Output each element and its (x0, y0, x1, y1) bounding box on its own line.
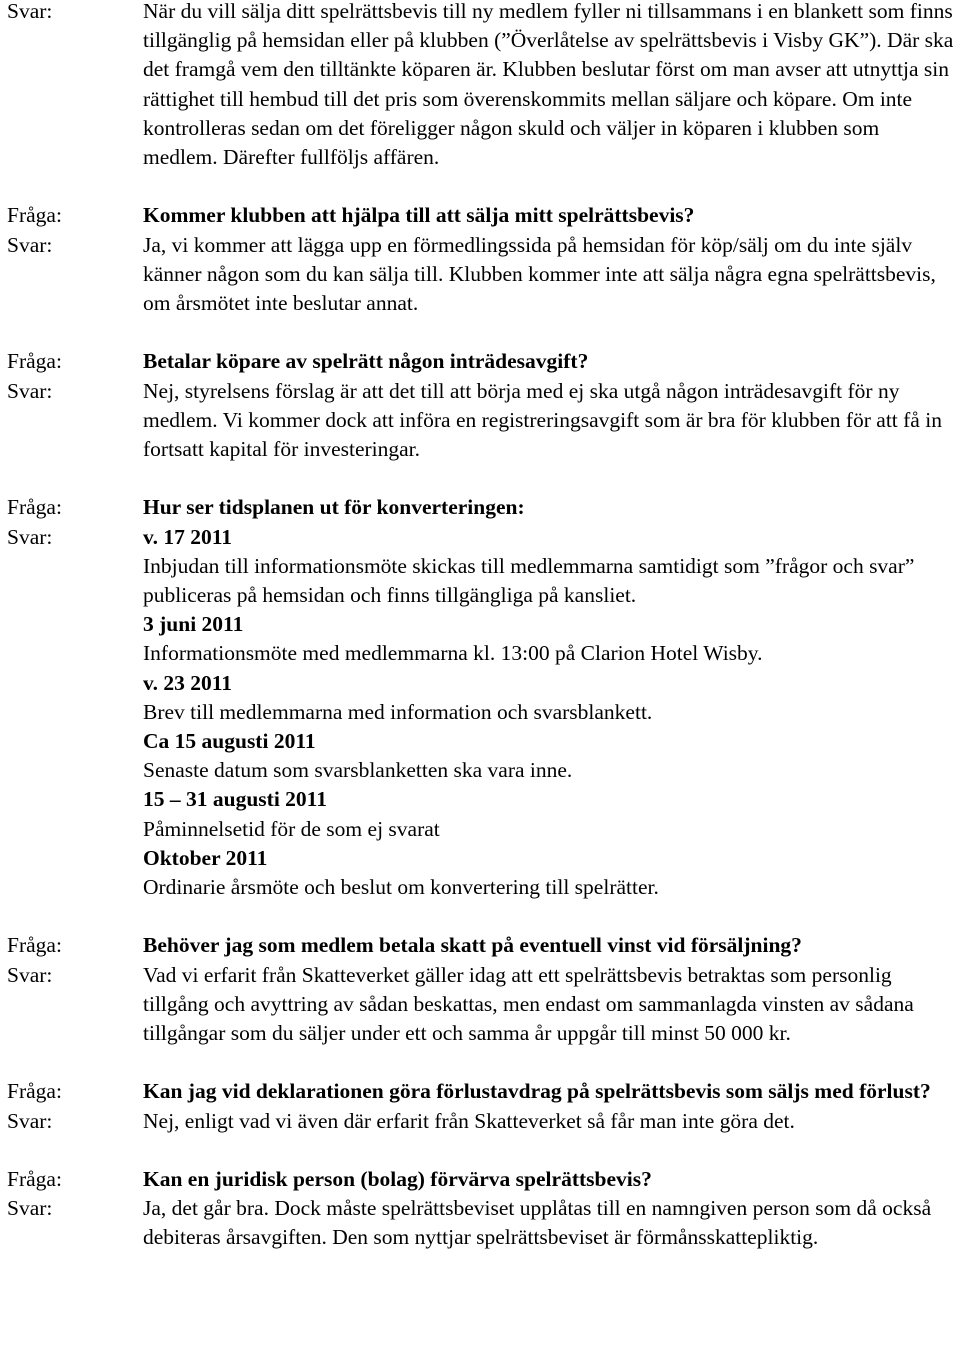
timeline-date: 3 juni 2011 (143, 612, 244, 637)
qa-block-1 (7, 0, 957, 172)
answer-label: Svar: (7, 378, 53, 403)
qa-block-7 (7, 1165, 957, 1253)
timeline-date: 15 – 31 augusti 2011 (143, 787, 327, 812)
answer-text: Nej, styrelsens förslag är att det till att börja med ej ska utgå någon inträdesavgift för ny medlem. Vi kommer dock att införa en registreringsavgift som är bra för klubben för att få in fortsatt kapital för investeringar. (143, 378, 942, 462)
question-label: Fråga: (7, 1079, 62, 1104)
answer-text: När du vill sälja ditt spelrättsbevis till ny medlem fyller ni tillsammans i en blankett som finns tillgänglig på hemsidan eller på klubben (”Överlåtelse av spelrättsbevis i Visby GK”). Där ska det framgå vem den tilltänkte köparen är. Klubben beslutar först om man avser att utnyttja sin rättighet till hembud till det pris som överenskommits mellan säljare och köpare. Om inte kontrolleras sedan om det föreligger någon skuld och väljer in köparen i klubben som medlem. Därefter fullföljs affären. (143, 0, 954, 170)
qa-block-2 (7, 201, 957, 318)
question-text: Kan jag vid deklarationen göra förlustavdrag på spelrättsbevis som säljs med förlust? (143, 1079, 931, 1104)
timeline-text: Senaste datum som svarsblanketten ska vara inne. (143, 758, 573, 783)
question-label: Fråga: (7, 933, 62, 958)
answer-label: Svar: (7, 1108, 53, 1133)
question-text: Kommer klubben att hjälpa till att sälja mitt spelrättsbevis? (143, 203, 695, 228)
qa-block-6 (7, 1077, 957, 1135)
timeline-text: Informationsmöte med medlemmarna kl. 13:00 på Clarion Hotel Wisby. (143, 641, 763, 666)
answer-text: Ja, vi kommer att lägga upp en förmedlingssida på hemsidan för köp/sälj om du inte själv känner någon som du kan sälja till. Klubben kommer inte att sälja några egna spelrättsbevis, om årsmötet inte beslutar annat. (143, 232, 936, 316)
answer-label: Svar: (7, 524, 53, 549)
timeline-text: Påminnelsetid för de som ej svarat (143, 816, 440, 841)
timeline-text: Brev till medlemmarna med information och svarsblankett. (143, 699, 653, 724)
question-label: Fråga: (7, 495, 62, 520)
timeline (143, 523, 957, 903)
answer-text: Vad vi erfarit från Skatteverket gäller idag att ett spelrättsbevis betraktas som personlig tillgång och avyttring av sådan beskattas, men endast om sammanlagda vinsten av sådana tillgångar som du säljer under ett och samma år uppgår till minst 50 000 kr. (143, 962, 914, 1046)
question-text: Hur ser tidsplanen ut för konverteringen: (143, 495, 525, 520)
question-label: Fråga: (7, 1167, 62, 1192)
qa-block-5 (7, 931, 957, 1048)
timeline-date: Oktober 2011 (143, 845, 268, 870)
answer-label: Svar: (7, 1196, 53, 1221)
question-label: Fråga: (7, 203, 62, 228)
timeline-text: Inbjudan till informationsmöte skickas till medlemmarna samtidigt som ”frågor och svar” publiceras på hemsidan och finns tillgängliga på kansliet. (143, 553, 915, 608)
question-label: Fråga: (7, 349, 62, 374)
answer-label: Svar: (7, 232, 53, 257)
timeline-text: Ordinarie årsmöte och beslut om konvertering till spelrätter. (143, 875, 659, 900)
question-text: Kan en juridisk person (bolag) förvärva spelrättsbevis? (143, 1167, 652, 1192)
qa-block-timeline (7, 493, 957, 902)
answer-text: Ja, det går bra. Dock måste spelrättsbeviset upplåtas till en namngiven person som då också debiteras årsavgiften. Den som nyttjar spelrättsbeviset är förmånsskattepliktig. (143, 1196, 932, 1250)
qa-block-3 (7, 347, 957, 464)
answer-text: Nej, enligt vad vi även där erfarit från Skatteverket så får man inte göra det. (143, 1108, 795, 1133)
timeline-date: v. 23 2011 (143, 670, 233, 695)
document-page (7, 0, 957, 1253)
timeline-date: v. 17 2011 (143, 524, 233, 549)
question-text: Behöver jag som medlem betala skatt på eventuell vinst vid försäljning? (143, 933, 802, 958)
timeline-date: Ca 15 augusti 2011 (143, 729, 316, 754)
question-text: Betalar köpare av spelrätt någon inträdesavgift? (143, 349, 589, 374)
answer-label: Svar: (7, 0, 53, 23)
answer-label: Svar: (7, 962, 53, 987)
